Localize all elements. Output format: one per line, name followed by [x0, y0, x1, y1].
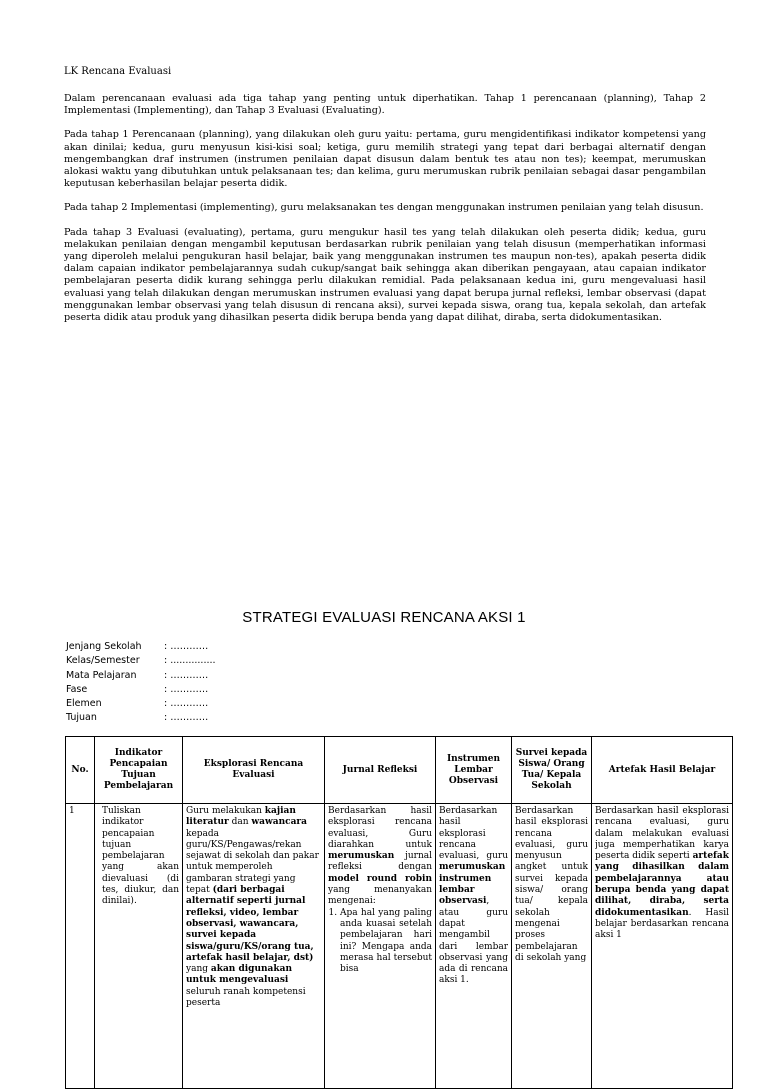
meta-value: : ...............: [164, 655, 216, 667]
meta-row: [66, 640, 216, 654]
meta-row: [66, 669, 216, 683]
meta-label: Elemen: [66, 698, 102, 710]
meta-label: Fase: [66, 683, 88, 695]
paragraph-planning: Pada tahap 1 Perencanaan (planning), yang dilakukan oleh guru yaitu: pertama, guru mengidentifikasi indikator kompetensi yang akan dinilai; kedua, guru menyusun kisi-kisi soal; ketiga, guru memilih strategi yang tepat dari berbagai alternatif dengan mengembangkan draf instrumen (instrumen penilaian dapat disusun dalam bentuk tes atau non tes); keempat, merumuskan alokasi waktu yang dibutuhkan untuk pelaksanaan tes; dan kelima, guru merumuskan rubrik penilaian sebagai dasar pengambilan keputusan keberhasilan belajar peserta didik.: [64, 129, 706, 190]
instrumen-text: Berdasarkan hasil eksplorasi rencana evaluasi, guru merumuskan instrumen lembar observasi, atau guru dapat mengambil dari lembar observasi yang ada di rencana aksi 1.: [439, 806, 508, 986]
meta-value: : …………: [164, 641, 209, 652]
table-header-row: [66, 737, 733, 804]
meta-label: Kelas/Semester: [66, 655, 140, 667]
evaluation-table: [65, 736, 733, 1089]
meta-row: [66, 697, 216, 711]
paragraph-implementing: Pada tahap 2 Implementasi (implementing), guru melaksanakan tes dengan menggunakan instrumen penilaian yang telah disusun.: [64, 202, 704, 214]
meta-value: : …………: [164, 669, 209, 681]
jurnal-question-list: [328, 908, 432, 976]
document-title: LK Rencana Evaluasi: [64, 66, 172, 77]
intro-text: [64, 93, 706, 336]
cell-instrumen-observasi: [436, 804, 512, 1089]
cell-jurnal-refleksi: [325, 804, 436, 1089]
jurnal-text: Berdasarkan hasil eksplorasi rencana evaluasi, Guru diarahkan untuk merumuskan jurnal refleksi dengan model round robin yang menanyakan mengenai: 1. Apa hal yang paling anda kuasai setelah pembelajaran hari ini? Mengapa anda merasa hal tersebut bisa: [328, 806, 432, 1082]
meta-value: : …………: [164, 712, 209, 724]
paragraph-overview: Dalam perencanaan evaluasi ada tiga tahap yang penting untuk diperhatikan. Tahap 1 perencanaan (planning), Tahap 2 Implementasi (Implementing), dan Tahap 3 Evaluasi (Evaluating).: [64, 93, 706, 117]
meta-row: [66, 711, 216, 725]
meta-row: [66, 683, 216, 697]
artefak-text: Berdasarkan hasil eksplorasi rencana evaluasi, guru dalam melakukan evaluasi juga memperhatikan karya peserta didik seperti artefak yang dihasilkan dalam pembelajarannya atau berupa benda yang dapat dilihat, diraba, serta didokumentasikan. Hasil belajar berdasarkan rencana aksi 1: [595, 806, 729, 941]
header-no: No.: [66, 737, 95, 804]
header-indikator: Indikator Pencapaian Tujuan Pembelajaran: [95, 737, 183, 804]
header-eksplorasi: Eksplorasi Rencana Evaluasi: [183, 737, 325, 804]
cell-eksplorasi: [183, 804, 325, 1089]
header-survei: Survei kepada Siswa/ Orang Tua/ Kepala Sekolah: [512, 737, 592, 804]
meta-value: : …………: [164, 683, 209, 695]
cell-survei: Berdasarkan hasil eksplorasi rencana evaluasi, guru menyusun angket untuk survei kepada siswa/ orang tua/ kepala sekolah mengenai proses pembelajaran di sekolah yang: [512, 804, 592, 1089]
header-instrumen-observasi: Instrumen Lembar Observasi: [436, 737, 512, 804]
header-jurnal-refleksi: Jurnal Refleksi: [325, 737, 436, 804]
header-artefak: Artefak Hasil Belajar: [592, 737, 733, 804]
paragraph-evaluating: Pada tahap 3 Evaluasi (evaluating), pertama, guru mengukur hasil tes yang telah dilakukan oleh peserta didik; kedua, guru melakukan penilaian dengan mengambil keputusan berdasarkan rubrik penilaian yang telah disusun (memperhatikan informasi yang diperoleh melalui pengukuran hasil belajar, baik yang menggunakan instrumen tes maupun non-tes), apakah peserta didik dalam capaian indikator pembelajarannya sudah cukup/sangat baik sehingga akan diberikan pengayaan, atau capaian indikator pembelajaran peserta didik kurang sehingga perlu dilakukan remidial. Pada pelaksanaan kedua ini, guru mengevaluasi hasil evaluasi yang telah dilakukan dengan merumuskan instrumen evaluasi yang dapat berupa jurnal refleksi, lembar observasi (dapat menggunakan lembar observasi yang telah disusun di rencana aksi), survei kepada siswa, orang tua, kepala sekolah, dan artefak peserta didik atau produk yang dihasilkan peserta didik berupa benda yang dapat dilihat, diraba, serta didokumentasikan.: [64, 226, 706, 324]
list-item: 1. Apa hal yang paling anda kuasai setelah pembelajaran hari ini? Mengapa anda merasa hal tersebut bisa: [340, 908, 432, 976]
cell-artefak: [592, 804, 733, 1089]
meta-label: Mata Pelajaran: [66, 669, 137, 681]
meta-label: Jenjang Sekolah: [66, 641, 142, 652]
meta-row: [66, 654, 216, 668]
meta-value: : …………: [164, 698, 209, 710]
meta-info: [66, 640, 216, 726]
cell-indikator: Tuliskan indikator pencapaian tujuan pembelajaran yang akan dievaluasi (di tes, diukur, dan dinilai).: [95, 804, 183, 1089]
strategy-title: STRATEGI EVALUASI RENCANA AKSI 1: [242, 609, 526, 626]
cell-no: 1: [66, 804, 95, 1089]
table-row: [66, 804, 733, 1089]
eksplorasi-text: Guru melakukan kajian literatur dan wawancara kepada guru/KS/Pengawas/rekan sejawat di sekolah dan pakar untuk memperoleh gambaran strategi yang tepat (dari berbagai alternatif seperti jurnal refleksi, video, lembar observasi, wawancara, survei kepada siswa/guru/KS/orang tua, artefak hasil belajar, dst) yang akan digunakan untuk mengevaluasi seluruh ranah kompetensi peserta: [186, 806, 319, 1009]
meta-label: Tujuan: [66, 712, 97, 724]
